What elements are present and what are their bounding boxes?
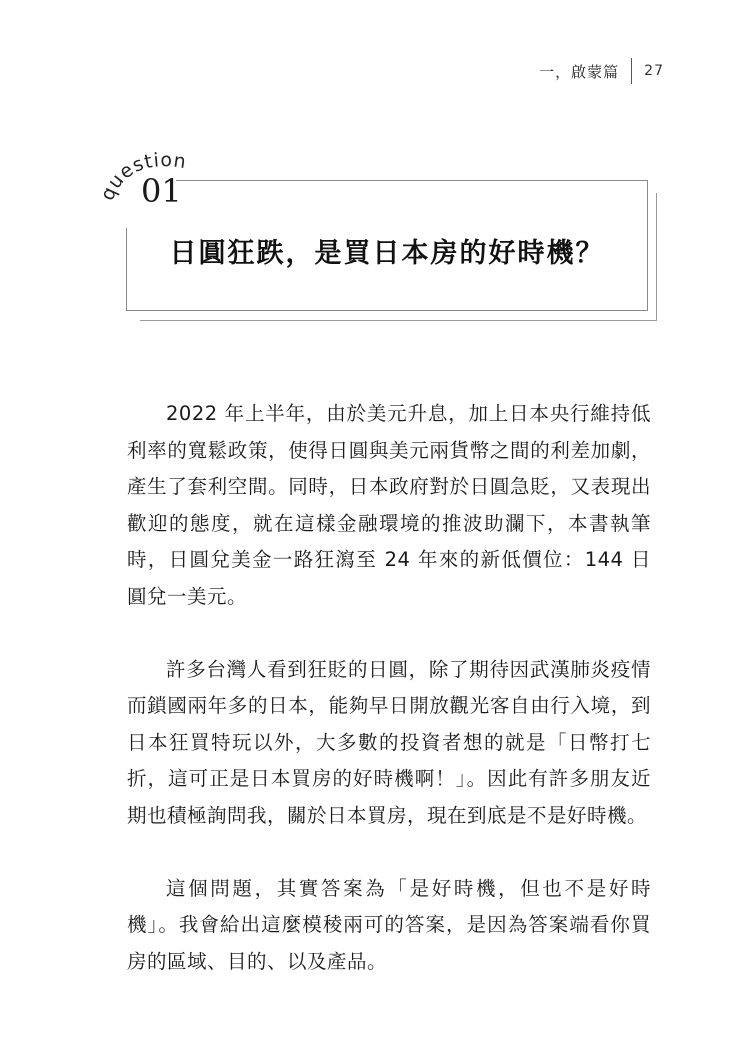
- paragraph-3: 這個問題，其實答案為「是好時機，但也不是好時機」。我會給出這麼模稜兩可的答案，是因為答案端看你買房的區域、目的、以及產品。: [127, 876, 651, 973]
- question-number: 01: [141, 172, 182, 210]
- body-text: [127, 396, 651, 980]
- header-divider: [631, 58, 632, 84]
- paragraph-2: 許多台灣人看到狂貶的日圓，除了期待因武漢肺炎疫情而鎖國兩年多的日本，能夠早日開放觀光客自由行入境，到日本狂買特玩以外，大多數的投資者想的就是「日幣打七折，這可正是日本買房的好時機啊！」。因此有許多朋友近期也積極詢問我，關於日本買房，現在到底是不是好時機。: [127, 657, 651, 827]
- question-label-text: question: [96, 149, 189, 204]
- chapter-title: 一，啟蒙篇: [539, 62, 620, 81]
- question-title: 日圓狂跌，是買日本房的好時機？: [169, 238, 605, 269]
- page-number: 27: [644, 63, 664, 79]
- paragraph-1: 2022 年上半年，由於美元升息，加上日本央行維持低利率的寬鬆政策，使得日圓與美元兩貨幣之間的利差加劇，產生了套利空間。同時，日本政府對於日圓急貶，又表現出歡迎的態度，就在這樣金融環境的推波助瀾下，本書執筆時，日圓兌美金一路狂瀉至 24 年來的新低價位：144 日圓兌一美元。: [127, 402, 651, 608]
- running-header: [539, 58, 664, 84]
